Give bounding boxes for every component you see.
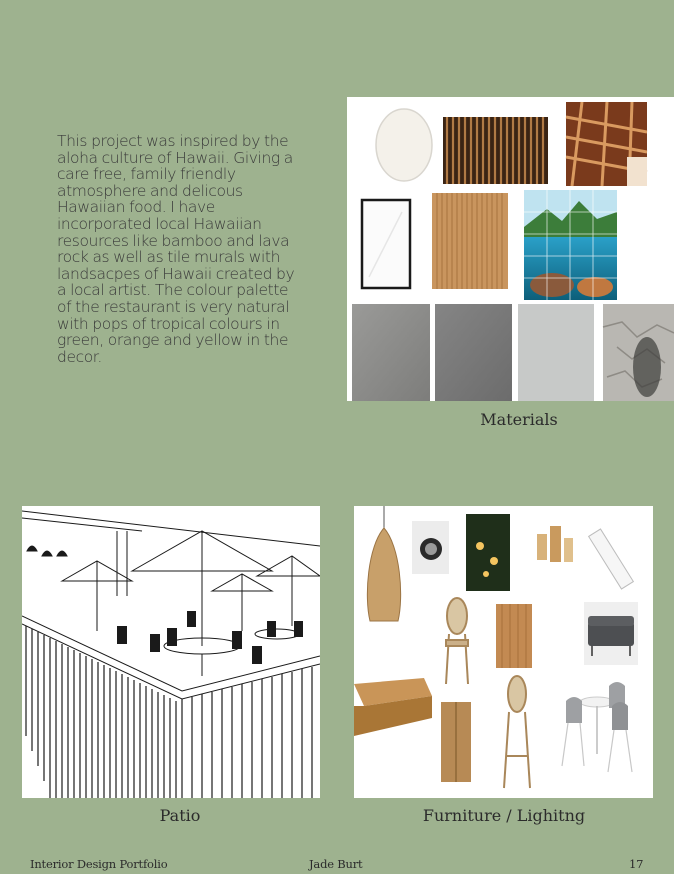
materials-board-image: [347, 97, 674, 401]
footer-portfolio-title: Interior Design Portfolio: [30, 857, 168, 871]
wooden-bench: [354, 678, 432, 736]
rattan-pendant: [367, 506, 400, 621]
mirror: [362, 200, 410, 288]
stone-tiles: [352, 304, 674, 401]
lantern-candles: [537, 526, 573, 562]
grey-sofa: [584, 602, 638, 665]
linear-light: [589, 529, 634, 589]
furniture-caption: Furniture / Lighitng: [422, 806, 586, 825]
pergola-wood-photo: [566, 102, 647, 186]
light-wood-panel: [432, 193, 508, 289]
footer-page-number: 17: [629, 857, 644, 871]
pendant-lights-photo: [466, 514, 510, 591]
furniture-lighting-board: [354, 506, 653, 798]
dining-set: [562, 682, 632, 772]
patio-sketch: [22, 506, 320, 798]
wood-cabinet: [441, 702, 471, 782]
bar-stool: [504, 676, 530, 788]
patio-caption: Patio: [159, 806, 201, 825]
downlight: [412, 521, 449, 574]
paint-swatch: [376, 109, 432, 181]
hawaii-tile-mural: [524, 190, 617, 300]
furniture-lighting-image: [354, 506, 653, 798]
wood-sample: [496, 604, 532, 668]
wood-slat-panel: [443, 117, 548, 184]
materials-board: [347, 97, 674, 401]
intro-paragraph: This project was inspired by the aloha culture of Hawaii. Giving a care free, family friendly atmosphere and delicous Hawaiian food. I have incorporated local Hawaiian resources like bamboo and lava rock as well as tile murals with landsacpes of Hawaii created by a local artist. The colour palette of the restaurant is very natural with pops of tropical colours in green, orange and yellow in the decor.: [57, 132, 295, 366]
bistro-chair: [446, 598, 468, 684]
materials-caption: Materials: [480, 410, 558, 429]
footer-author: Jade Burt: [309, 857, 363, 871]
patio-sketch-image: [22, 506, 320, 798]
